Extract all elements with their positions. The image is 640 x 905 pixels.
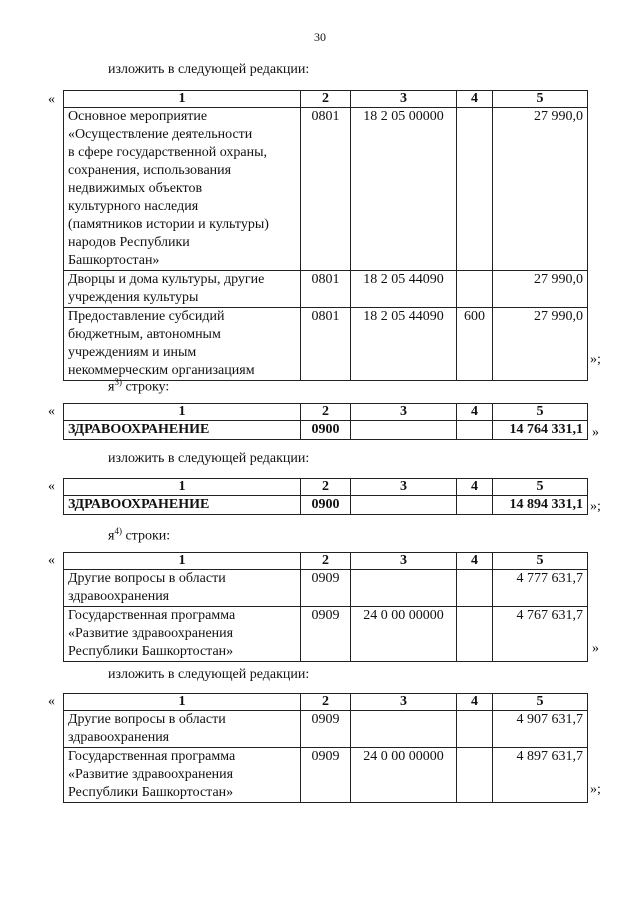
paragraph-edit-3: изложить в следующей редакции: [108, 667, 310, 682]
header-col-5: 5 [493, 694, 588, 711]
table-row [64, 496, 588, 515]
header-col-1: 1 [64, 553, 301, 570]
row-amount: 4 907 631,7 [493, 711, 588, 748]
row-name-line: «Осуществление деятельности [68, 127, 253, 142]
header-col-3: 3 [351, 694, 457, 711]
header-col-5: 5 [493, 91, 588, 108]
row-amount: 27 990,0 [493, 308, 588, 381]
row-type [457, 607, 493, 662]
item-text: строки: [121, 528, 171, 544]
row-amount: 4 897 631,7 [493, 748, 588, 803]
quote-open: « [48, 553, 55, 568]
row-target: 24 0 00 00000 [351, 607, 457, 662]
page-number: 30 [314, 30, 326, 44]
row-amount: 4 767 631,7 [493, 607, 588, 662]
table-row [64, 271, 588, 308]
header-col-5: 5 [493, 479, 588, 496]
row-name-line: Государственная программа [68, 749, 236, 764]
row-target [351, 570, 457, 607]
header-col-1: 1 [64, 404, 301, 421]
header-col-4: 4 [457, 479, 493, 496]
row-amount: 27 990,0 [493, 271, 588, 308]
row-name [64, 308, 301, 381]
item-letter: я [108, 528, 115, 544]
table-row [64, 748, 588, 803]
budget-table-3 [63, 478, 588, 515]
quote-close: »; [590, 499, 601, 514]
row-type [457, 108, 493, 271]
row-section: 0909 [301, 607, 351, 662]
header-col-3: 3 [351, 404, 457, 421]
row-name-line: в сфере государственной охраны, [68, 145, 268, 160]
header-col-1: 1 [64, 694, 301, 711]
quote-open: « [48, 694, 55, 709]
row-name [64, 271, 301, 308]
row-section: 0909 [301, 711, 351, 748]
item-number: 4) [114, 526, 122, 536]
paragraph-rows-4 [108, 526, 170, 545]
header-col-3: 3 [351, 553, 457, 570]
row-name-line: недвижимых объектов [68, 181, 203, 196]
quote-close: » [592, 641, 599, 656]
row-name-line: (памятников истории и культуры) [68, 217, 269, 232]
row-name-line: культурного наследия [68, 199, 199, 214]
table-row [64, 308, 588, 381]
row-section: 0909 [301, 570, 351, 607]
row-section: 0801 [301, 108, 351, 271]
quote-open: « [48, 479, 55, 494]
row-type [457, 496, 493, 515]
row-name [64, 570, 301, 607]
header-col-1: 1 [64, 91, 301, 108]
budget-table-2 [63, 403, 588, 440]
quote-close: »; [590, 352, 601, 367]
table-row [64, 570, 588, 607]
row-target [351, 421, 457, 440]
quote-open: « [48, 404, 55, 419]
row-type [457, 570, 493, 607]
row-name [64, 108, 301, 271]
header-col-4: 4 [457, 553, 493, 570]
row-name-line: Предоставление субсидий [68, 309, 225, 324]
row-section: 0909 [301, 748, 351, 803]
item-letter: я [108, 379, 115, 395]
row-amount: 4 777 631,7 [493, 570, 588, 607]
row-name-line: учреждения культуры [68, 290, 199, 305]
row-name-line: Башкортостан» [68, 253, 160, 268]
row-amount: 14 764 331,1 [493, 421, 588, 440]
row-name-line: Другие вопросы в области [68, 571, 226, 586]
paragraph-edit-1: изложить в следующей редакции: [108, 62, 310, 77]
paragraph-edit-2: изложить в следующей редакции: [108, 451, 310, 466]
row-name-line: Республики Башкортостан» [68, 785, 234, 800]
header-col-4: 4 [457, 404, 493, 421]
row-name [64, 711, 301, 748]
quote-close: »; [590, 782, 601, 797]
row-target: 18 2 05 44090 [351, 271, 457, 308]
budget-table-1 [63, 90, 588, 381]
budget-table-4 [63, 552, 588, 662]
row-name-line: здравоохранения [68, 730, 170, 745]
header-col-5: 5 [493, 404, 588, 421]
row-name-line: Дворцы и дома культуры, другие [68, 272, 265, 287]
row-name-line: некоммерческим организациям [68, 363, 255, 378]
row-name-line: здравоохранения [68, 589, 170, 604]
header-col-2: 2 [301, 694, 351, 711]
row-name-line: «Развитие здравоохранения [68, 626, 234, 641]
header-col-3: 3 [351, 91, 457, 108]
quote-close: » [592, 425, 599, 440]
row-amount: 14 894 331,1 [493, 496, 588, 515]
row-target [351, 711, 457, 748]
row-type [457, 271, 493, 308]
item-number: 3) [114, 377, 122, 387]
row-target: 18 2 05 00000 [351, 108, 457, 271]
row-name: ЗДРАВООХРАНЕНИЕ [64, 496, 301, 515]
row-section: 0801 [301, 308, 351, 381]
row-name-line: Другие вопросы в области [68, 712, 226, 727]
row-name-line: Основное мероприятие [68, 109, 208, 124]
header-col-2: 2 [301, 479, 351, 496]
row-type [457, 748, 493, 803]
header-col-2: 2 [301, 553, 351, 570]
row-name-line: учреждениям и иным [68, 345, 197, 360]
header-col-2: 2 [301, 404, 351, 421]
row-section: 0900 [301, 421, 351, 440]
row-name-line: сохранения, использования [68, 163, 232, 178]
row-name [64, 748, 301, 803]
header-col-4: 4 [457, 694, 493, 711]
table-row [64, 421, 588, 440]
row-type [457, 711, 493, 748]
quote-open: « [48, 92, 55, 107]
row-amount: 27 990,0 [493, 108, 588, 271]
header-col-1: 1 [64, 479, 301, 496]
header-col-3: 3 [351, 479, 457, 496]
row-name [64, 607, 301, 662]
row-name-line: народов Республики [68, 235, 190, 250]
row-name-line: Государственная программа [68, 608, 236, 623]
table-row [64, 108, 588, 271]
row-type: 600 [457, 308, 493, 381]
row-name: ЗДРАВООХРАНЕНИЕ [64, 421, 301, 440]
row-name-line: Республики Башкортостан» [68, 644, 234, 659]
paragraph-row-3 [108, 377, 169, 396]
table-row [64, 711, 588, 748]
budget-table-5 [63, 693, 588, 803]
row-target: 18 2 05 44090 [351, 308, 457, 381]
row-name-line: бюджетным, автономным [68, 327, 221, 342]
table-row [64, 607, 588, 662]
row-target [351, 496, 457, 515]
item-text: строку: [121, 379, 170, 395]
row-section: 0900 [301, 496, 351, 515]
row-name-line: «Развитие здравоохранения [68, 767, 234, 782]
header-col-5: 5 [493, 553, 588, 570]
row-section: 0801 [301, 271, 351, 308]
header-col-2: 2 [301, 91, 351, 108]
row-target: 24 0 00 00000 [351, 748, 457, 803]
header-col-4: 4 [457, 91, 493, 108]
row-type [457, 421, 493, 440]
